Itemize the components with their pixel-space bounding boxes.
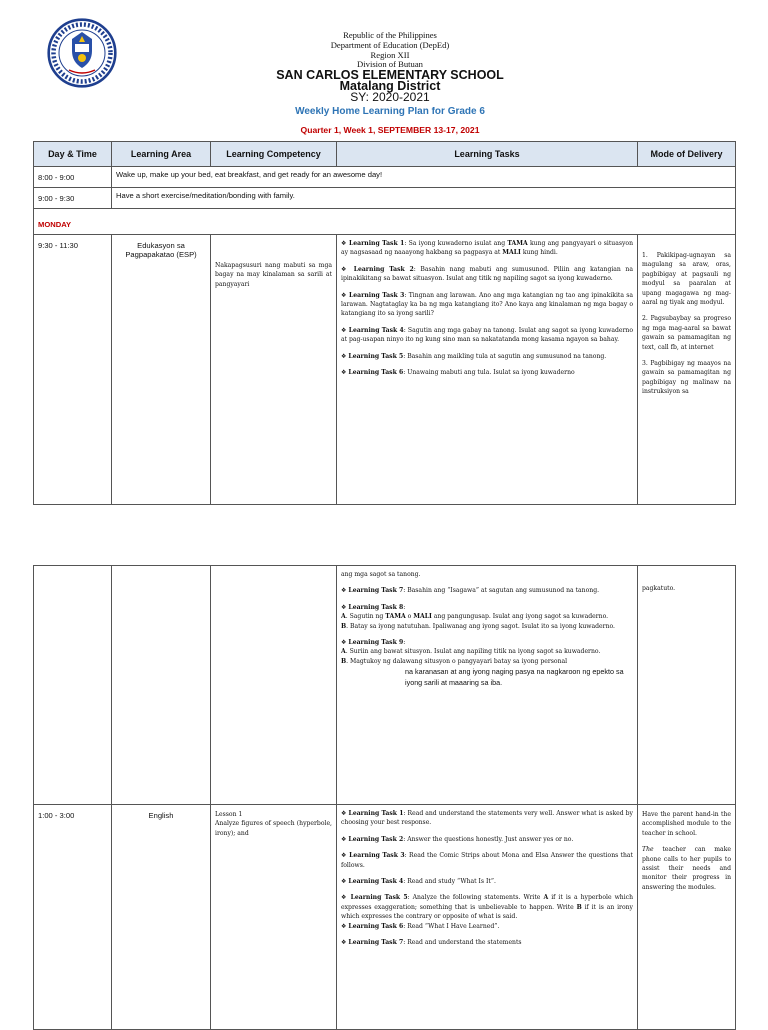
esp-tasks-continued xyxy=(337,566,638,805)
col-header-learning-tasks: Learning Tasks xyxy=(337,142,638,167)
delivery-item: The teacher can make phone calls to her pupils to assist their needs and monitor their progress in answering the modules. xyxy=(642,846,731,891)
division-line: Division of Butuan xyxy=(357,59,423,69)
task-item: ❖ Learning Task 3: Read the Comic Strips about Mona and Elsa Answer the questions that follows. xyxy=(341,852,634,869)
table-row-esp-continued xyxy=(34,566,736,805)
col-header-learning-competency: Learning Competency xyxy=(211,142,337,167)
task-item: ❖ Learning Task 5: Basahin ang maikling tula at sagutin ang sumusunod na tanong. xyxy=(341,352,607,360)
esp-area: Edukasyon sa Pagpapakatao (ESP) xyxy=(112,235,211,505)
plan-title: Weekly Home Learning Plan for Grade 6 xyxy=(295,107,485,116)
task-item: ❖ Learning Task 9: A. Suriin ang bawat situsyon. Isulat ang napiling titik na iyong sagot sa kuwaderno. B. Magtukoy ng dalawang situsyon o pangyayari batay sa iyong personal xyxy=(341,639,601,665)
task-item: ❖ Learning Task 2: Answer the questions honestly. Just answer yes or no. xyxy=(341,835,574,843)
task-item: ❖ Learning Task 1: Sa iyong kuwaderno isulat ang TAMA kung ang pangyayari o situasyon ay nagsasaad ng naaayong hakbang sa pagpasya at MALI kung hindi. xyxy=(341,240,634,257)
table-row xyxy=(34,167,736,188)
table-header-row xyxy=(34,142,736,167)
esp-delivery xyxy=(638,235,736,505)
learning-plan-table xyxy=(33,141,736,505)
english-tasks xyxy=(337,805,638,1030)
esp-competency: Nakapagsusuri nang mabuti sa mga bagay na may kinalaman sa sarili at pangyayari xyxy=(211,235,337,505)
delivery-item: Have the parent hand-in the accomplished module to the teacher in school. xyxy=(642,811,731,837)
english-delivery xyxy=(638,805,736,1030)
col-header-day-time: Day & Time xyxy=(34,142,112,167)
delivery-item: 3. Pagbibigay ng maayos na gawain sa pamamagitan ng pagbibigay ng malinaw na instruksiyon sa xyxy=(642,360,731,396)
esp-tasks xyxy=(337,235,638,505)
deped-seal-icon xyxy=(47,18,117,88)
english-competency: Lesson 1 Analyze figures of speech (hyperbole, irony); and xyxy=(211,805,337,1030)
school-year: SY: 2020-2021 xyxy=(350,90,430,104)
esp-time: 9:30 - 11:30 xyxy=(34,235,112,505)
region-line: Region XII xyxy=(370,50,410,60)
republic-line: Republic of the Philippines xyxy=(343,30,437,40)
page-2 xyxy=(0,565,768,1024)
task-9b-indented: na karanasan at ang iyong naging pasya na nagkaroon ng epekto sa iyong sarili at maaaring sa iba. xyxy=(405,667,624,688)
english-time: 1:00 - 3:00 xyxy=(34,805,112,1030)
table-row-english xyxy=(34,805,736,1030)
row-activity: Have a short exercise/meditation/bonding with family. xyxy=(112,188,736,209)
delivery-item: 2. Pagsubaybay sa progreso ng mga mag-aaral sa bawat gawain sa pamamagitan ng text, call fb, at internet xyxy=(642,315,731,351)
task-item: ❖ Learning Task 4: Read and study “What Is It”. xyxy=(341,878,496,886)
task-item: ❖ Learning Task 5: Analyze the following statements. Write A if it is a hyperbole which expresses exaggeration; something that is unbelievable to happen. Write B if it is an irony which expresses the contrary or opposite of what is said. xyxy=(341,894,634,921)
day-label: MONDAY xyxy=(38,220,72,229)
row-time: 9:00 - 9:30 xyxy=(34,188,112,209)
task-item: ❖ Learning Task 4: Sagutin ang mga gabay na tanong. Isulat ang sagot sa iyong kuwaderno at pag-usapan ninyo ito ng kung sino man sa nakatatanda mong kasama ngayon sa bahay. xyxy=(341,326,633,344)
school-name: SAN CARLOS ELEMENTARY SCHOOL xyxy=(276,68,504,82)
task-item: ❖ Learning Task 2: Basahin nang mabuti ang sumusunod. Piliin ang katangian na ipinakikitang sa bawat situasyon. Isulat ang titik ng napiling sagot sa iyong kuwaderno. xyxy=(341,265,633,283)
esp-delivery-continued: pagkatuto. xyxy=(638,566,736,805)
deped-line: Department of Education (DepEd) xyxy=(330,40,450,50)
task-item: ❖ Learning Task 1: Read and understand the statements very well. Answer what is asked by choosing your best response. xyxy=(341,810,633,827)
task-item: ❖ Learning Task 3: Tingnan ang larawan. Ano ang mga katangian ng tao ang ipinakikita sa larawan. Nagtataglay ka ba ng mga katangiang ito? Ano kaya ang kinalaman ng mga bagay o katangiang ito sa iyong sarili? xyxy=(341,291,634,318)
task-item: ❖ Learning Task 8: A. Sagutin ng TAMA o MALI ang pangungusap. Isulat ang iyong sagot sa kuwaderno. B. Batay sa iyong natutuhan. Ipaliwanag ang iyong sagot. Isulat ito sa iyong kuwaderno. xyxy=(341,603,615,630)
table-row-esp xyxy=(34,235,736,505)
quarter-line: Quarter 1, Week 1, SEPTEMBER 13-17, 2021 xyxy=(300,125,480,135)
english-area: English xyxy=(112,805,211,1030)
task-continuation: ang mga sagot sa tanong. xyxy=(341,571,421,578)
task-item: ❖ Learning Task 6: Unawaing mabuti ang tula. Isulat sa iyong kuwaderno xyxy=(341,369,575,377)
task-item: ❖ Learning Task 7: Basahin ang “Isagawa” at sagutan ang sumusunod na tanong. xyxy=(341,587,600,595)
delivery-item: 1. Pakikipag-ugnayan sa magulang sa araw, oras, pagbibigay at pagsauli ng modyul sa paaralan at upang magagawa ng mag-aaral ng tiyak ang modyul. xyxy=(642,252,731,307)
day-row xyxy=(34,209,736,235)
row-time: 8:00 - 9:00 xyxy=(34,167,112,188)
page-gap xyxy=(0,520,768,565)
task-item: ❖ Learning Task 7: Read and understand the statements xyxy=(341,939,522,947)
district-name: Matalang District xyxy=(339,79,441,93)
learning-plan-table-continued xyxy=(33,565,736,1030)
col-header-mode-of-delivery: Mode of Delivery xyxy=(638,142,736,167)
table-row xyxy=(34,188,736,209)
col-header-learning-area: Learning Area xyxy=(112,142,211,167)
row-activity: Wake up, make up your bed, eat breakfast, and get ready for an awesome day! xyxy=(112,167,736,188)
task-item: ❖ Learning Task 6: Read “What I Have Learned”. xyxy=(341,922,500,930)
